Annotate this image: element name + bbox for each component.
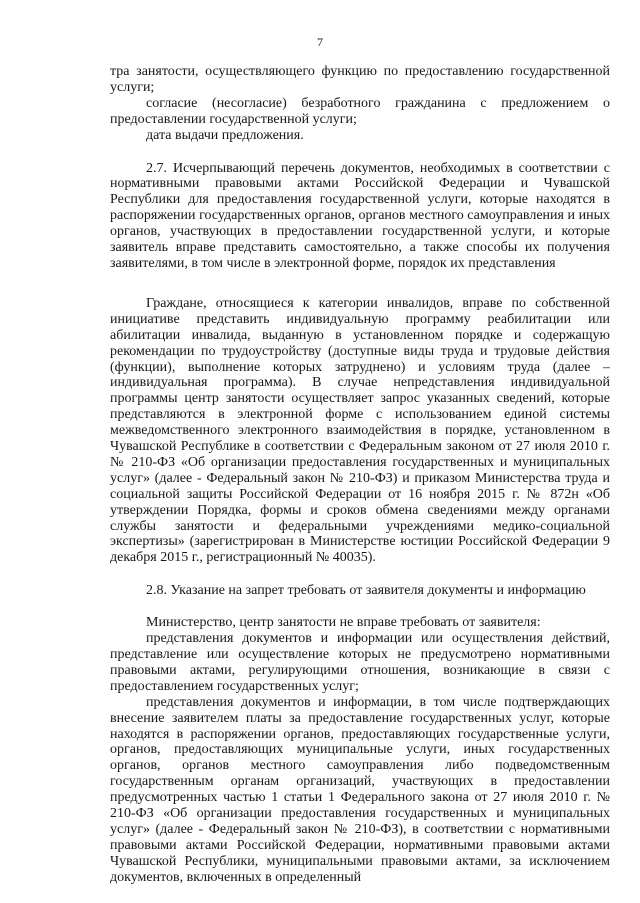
paragraph-2: согласие (несогласие) безработного гражданина с предложением о предоставлении государственной услуги; <box>110 95 610 127</box>
paragraph-3: дата выдачи предложения. <box>146 127 304 143</box>
section-2-7-heading: 2.7. Исчерпывающий перечень документов, необходимых в соответствии с нормативными правовыми актами Российской Федерации и Чувашской Республики для предоставления государственной услуги, которые находятся в распоряжении государственных органов, органов местного самоуправления и иных органов, участвующих в предоставлении государственной услуги, и которые заявитель вправе представить самостоятельно, а также способы их получения заявителями, в том числе в электронной форме, порядок их представления <box>110 160 610 271</box>
page-number: 7 <box>317 35 323 49</box>
paragraph-documents-1: представления документов и информации или осуществления действий, представление или осуществление которых не предусмотрено нормативными правовыми актами, регулирующими отношения, возникающие в связи с предоставлением государственных услуг; <box>110 631 610 694</box>
paragraph-disabled-persons: Граждане, относящиеся к категории инвалидов, вправе по собственной инициативе представить индивидуальную программу реабилитации или абилитации инвалида, выданную в установленном порядке и содержащую рекомендации по трудоустройству (доступные виды труда и трудовые действия (функции), выполнение которых затруднено) и условиям труда (далее – индивидуальная программа). В случае непредставления индивидуальной программы центр занятости осуществляет запрос указанных сведений, которые представляются в электронной форме с использованием единой системы межведомственного электронного взаимодействия в порядке, установленном в Чувашской Республике в соответствии с Федеральным законом от 27 июля 2010 г. № 210-ФЗ «Об организации предоставления государственных и муниципальных услуг» (далее - Федеральный закон № 210-ФЗ) и приказом Министерства труда и социальной защиты Российской Федерации от 16 ноября 2015 г. № 872н «Об утверждении Порядка, формы и сроков обмена сведениями между органами службы занятости и федеральными учреждениями медико-социальной экспертизы» (зарегистрирован в Министерстве юстиции Российской Федерации 9 декабря 2015 г., регистрационный № 40035). <box>110 295 610 566</box>
paragraph-1: тра занятости, осуществляющего функцию по предоставлению государственной услуги; <box>110 64 610 95</box>
paragraph-ministry: Министерство, центр занятости не вправе требовать от заявителя: <box>146 615 541 631</box>
document-body <box>110 64 610 886</box>
paragraph-documents-2: представления документов и информации, в том числе подтверждающих внесение заявителем платы за предоставление государственных услуг, которые находятся в распоряжении органов, предоставляющих государственные услуги, органов, предоставляющих муниципальные услуги, иных государственных органов, органов местного самоуправления либо подведомственным государственным органам организаций, участвующих в предоставлении предусмотренных частью 1 статьи 1 Федерального закона от 27 июля 2010 г. № 210-ФЗ «Об организации предоставления государственных и муниципальных услуг» (далее - Федеральный закон № 210-ФЗ), в соответствии с нормативными правовыми актами Российской Федерации, нормативными правовыми актами Чувашской Республики, муниципальными правовыми актами, за исключением документов, включенных в определенный <box>110 694 610 885</box>
section-2-8-heading: 2.8. Указание на запрет требовать от заявителя документы и информацию <box>146 583 586 599</box>
